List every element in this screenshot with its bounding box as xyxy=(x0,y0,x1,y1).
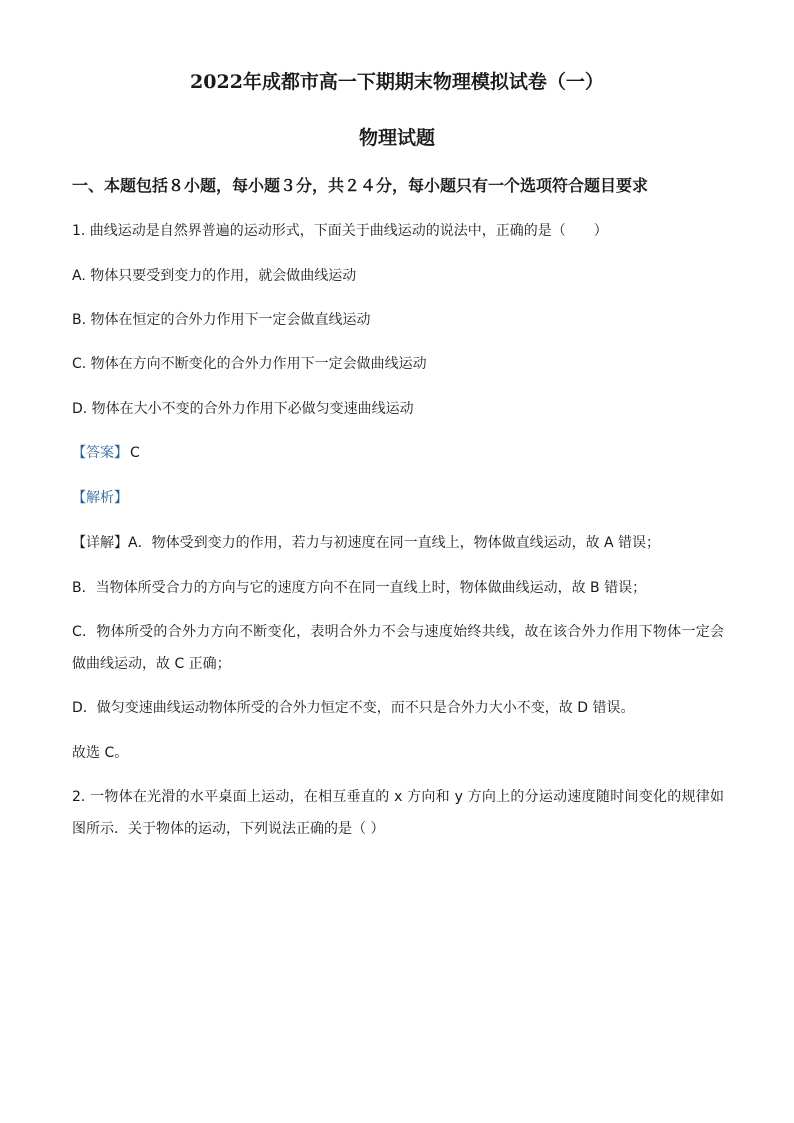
answer-value: C xyxy=(130,445,140,461)
exam-subtitle: 物理试题 xyxy=(358,127,435,149)
question-1-option-a: A. 物体只要受到变力的作用，就会做曲线运动 xyxy=(72,268,357,284)
detail-label: 【详解】 xyxy=(72,535,128,551)
section-heading: 一、本题包括８小题，每小题３分，共２４分，每小题只有一个选项符合题目要求 xyxy=(72,176,649,195)
detail-c-text: C．物体所受的合外力方向不断变化，表明合外力不会与速度始终共线，故在该合外力作用下物体一定会做曲线运动，故 C 正确； xyxy=(72,624,724,672)
question-2-stem: 2. 一物体在光滑的水平桌面上运动，在相互垂直的 x 方向和 y 方向上的分运动速度随时间变化的规律如图所示．关于物体的运动，下列说法正确的是（ ） xyxy=(72,789,724,837)
question-1-option-d: D. 物体在大小不变的合外力作用下必做匀变速曲线运动 xyxy=(72,401,414,417)
answer-label: 【答案】 xyxy=(72,445,128,461)
question-1-stem: 1. 曲线运动是自然界普遍的运动形式，下面关于曲线运动的说法中，正确的是（ ） xyxy=(72,223,608,239)
exam-title: 2022年成都市高一下期期末物理模拟试卷（一） xyxy=(190,71,604,93)
detail-a-line xyxy=(72,532,660,554)
question-1-option-c: C. 物体在方向不断变化的合外力作用下一定会做曲线运动 xyxy=(72,356,427,372)
conclusion-text: 故选 C。 xyxy=(72,745,129,761)
analysis-label: 【解析】 xyxy=(72,490,128,506)
detail-a-text: A．物体受到变力的作用，若力与初速度在同一直线上，物体做直线运动，故 A 错误； xyxy=(128,535,661,551)
detail-d-text: D．做匀变速曲线运动物体所受的合外力恒定不变，而不只是合外力大小不变，故 D 错误。 xyxy=(72,700,635,716)
answer-line xyxy=(72,442,140,464)
question-1-option-b: B. 物体在恒定的合外力作用下一定会做直线运动 xyxy=(72,312,371,328)
detail-b-text: B．当物体所受合力的方向与它的速度方向不在同一直线上时，物体做曲线运动，故 B 错误； xyxy=(72,580,647,596)
